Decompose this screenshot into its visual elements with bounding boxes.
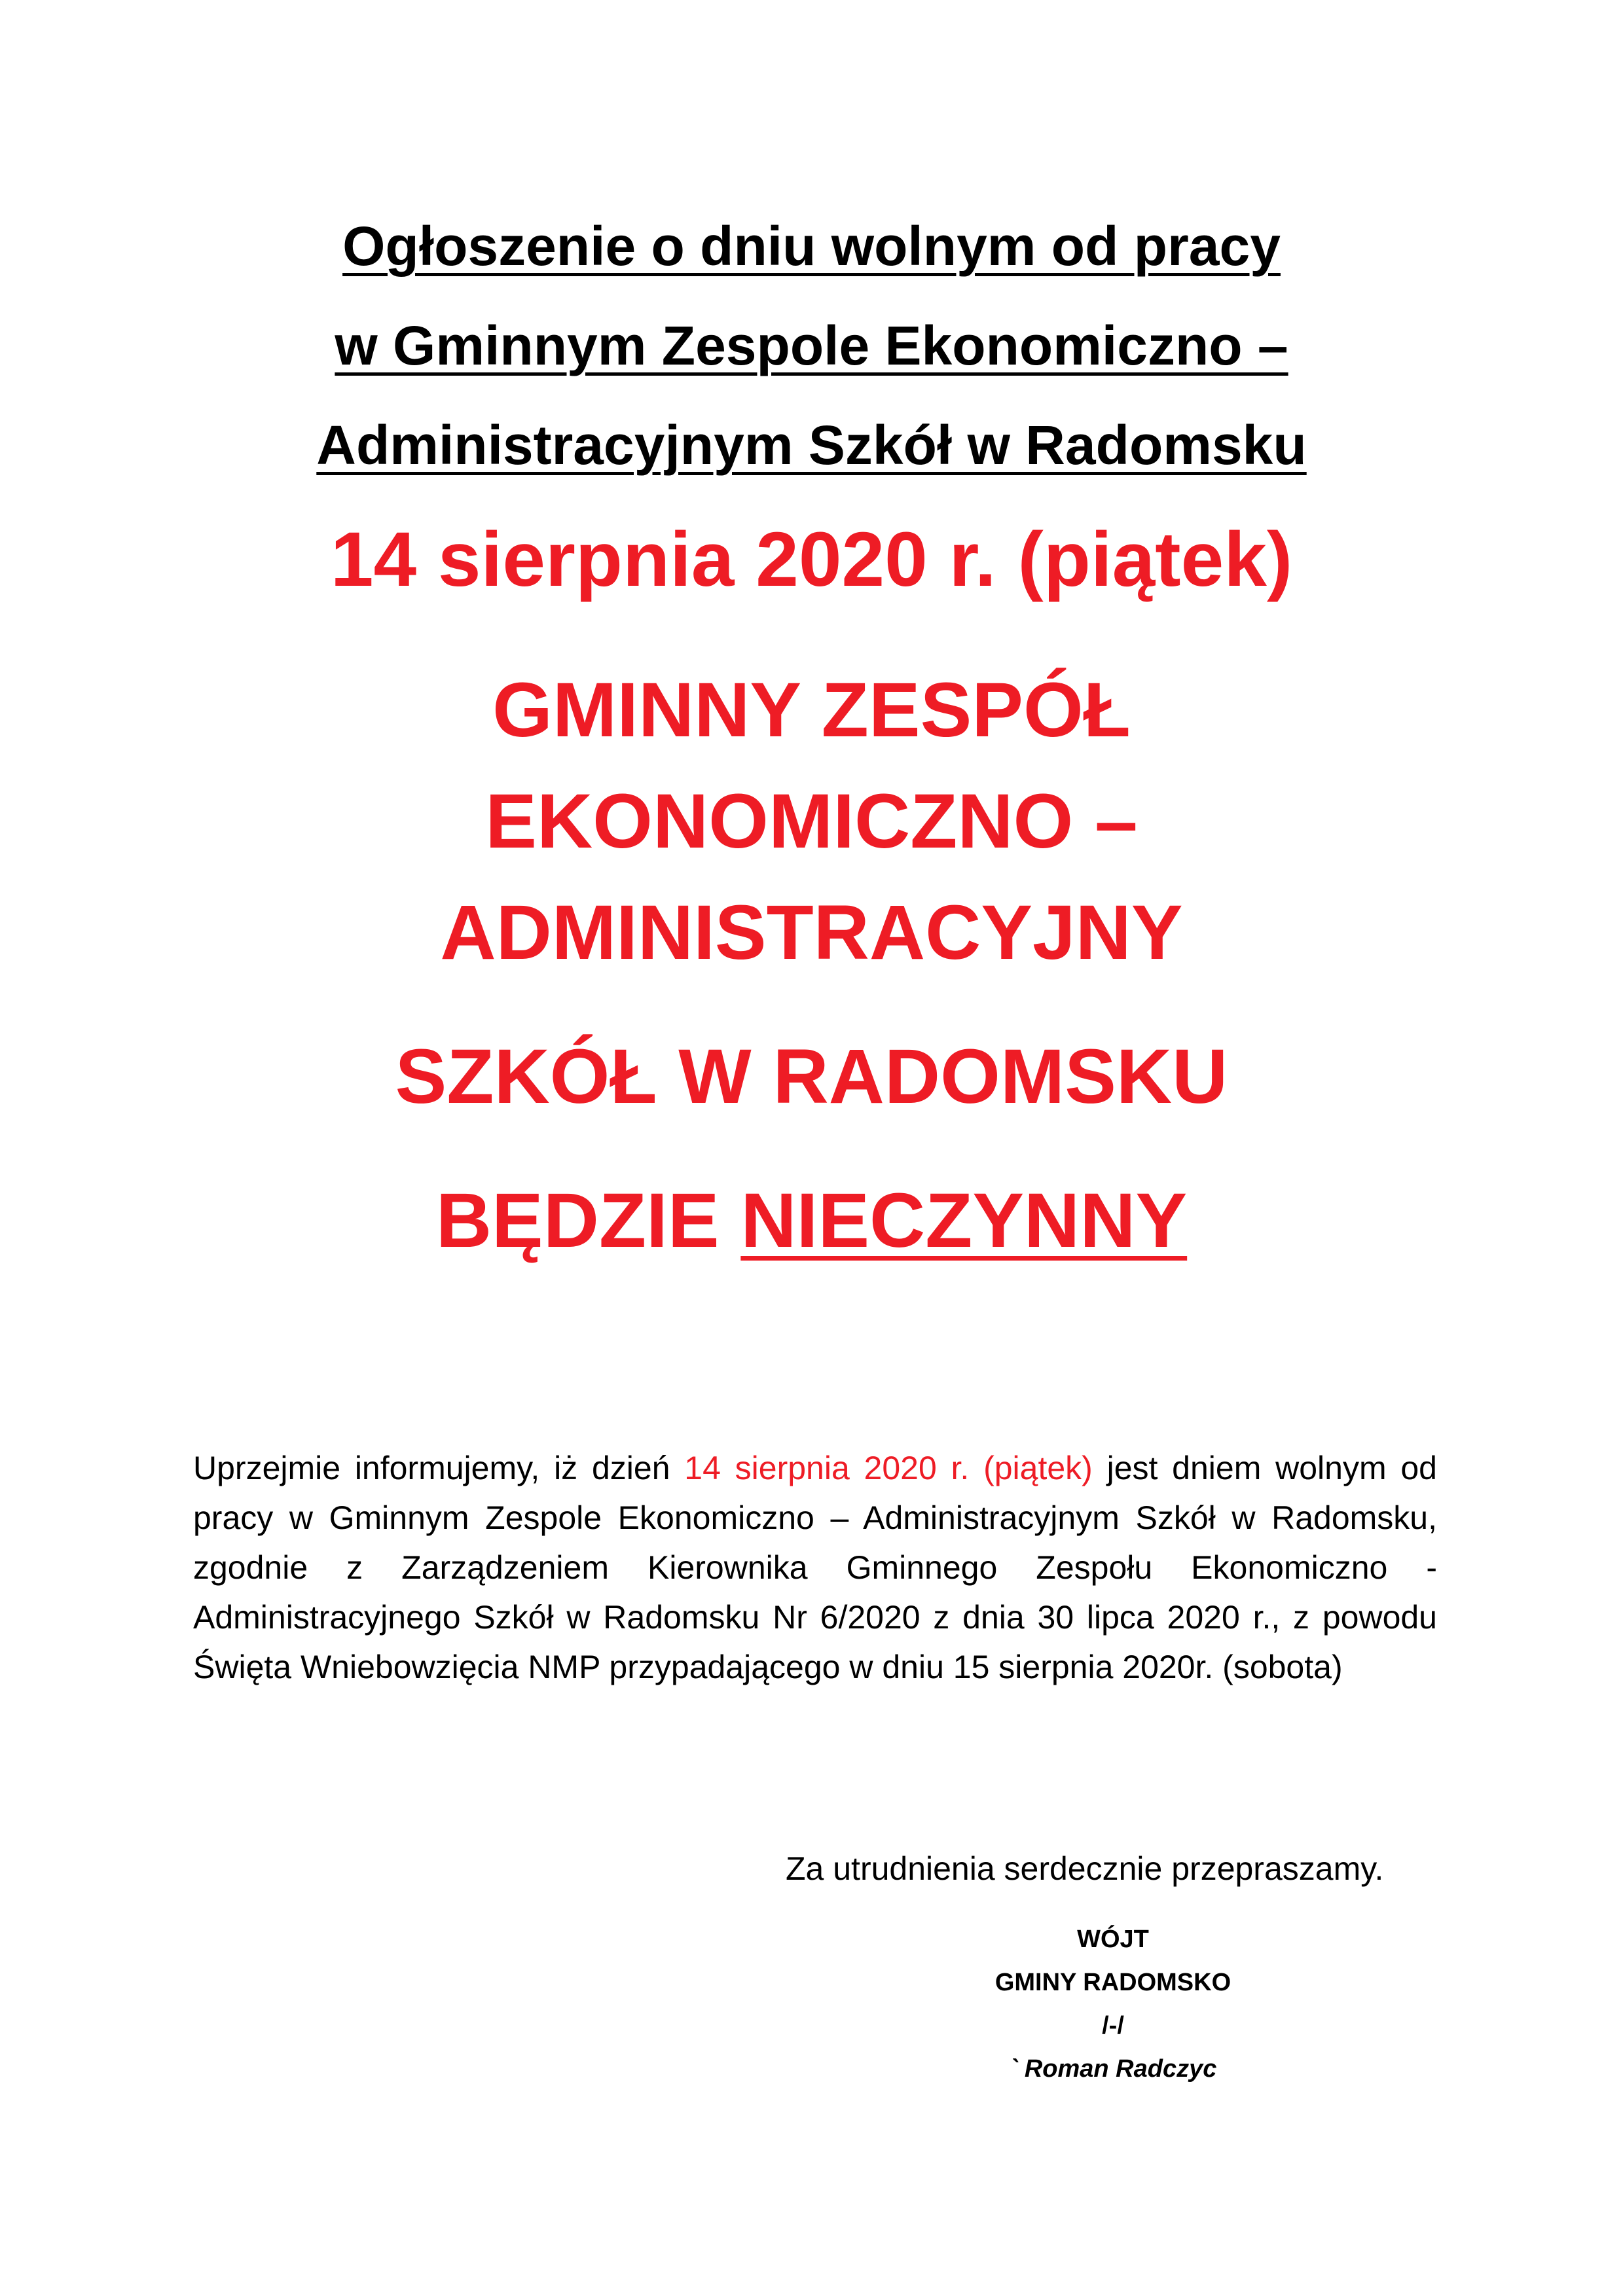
closure-date: 14 sierpnia 2020 r. (piątek) xyxy=(330,516,1293,603)
body-intro: Uprzejmie informujemy, iż dzień xyxy=(193,1450,685,1486)
closure-line-1: GMINNY ZESPÓŁ xyxy=(492,667,1131,753)
signature-name: ` Roman Radczyc xyxy=(1009,2055,1217,2083)
announcement-heading xyxy=(0,196,1623,495)
closure-line-3: ADMINISTRACYJNY xyxy=(440,889,1183,976)
closure-line-5-prefix: BĘDZIE xyxy=(435,1177,741,1264)
closure-line-5 xyxy=(0,1165,1623,1276)
heading-line-3: Administracyjnym Szkół w Radomsku xyxy=(316,414,1307,476)
closure-line-5-emphasis: NIECZYNNY xyxy=(740,1177,1188,1264)
heading-line-1: Ogłoszenie o dniu wolnym od pracy xyxy=(342,215,1281,277)
signature-block xyxy=(949,1918,1277,2090)
closure-line-4: SZKÓŁ W RADOMSKU xyxy=(395,1033,1228,1120)
body-details: jest dniem wolnym od pracy w Gminnym Zespole Ekonomiczno – Administracyjnym Szkół w Radomsku, zgodnie z Zarządzeniem Kierownika Gminnego Zespołu Ekonomiczno - Administracyjnego Szkół w Radomsku Nr 6/2020 z dnia 30 lipca 2020 r., z powodu Święta Wniebowzięcia NMP przypadającego w dniu 15 sierpnia 2020r. (sobota) xyxy=(193,1450,1437,1685)
signature-title-1: WÓJT xyxy=(1077,1926,1149,1953)
body-date: 14 sierpnia 2020 r. (piątek) xyxy=(684,1450,1093,1486)
announcement-body xyxy=(193,1443,1437,1692)
heading-line-2: w Gminnym Zespole Ekonomiczno – xyxy=(335,315,1288,376)
signature-title-2: GMINY RADOMSKO xyxy=(994,1969,1231,1996)
signature-mark: /-/ xyxy=(1102,2012,1124,2039)
apology-text: Za utrudnienia serdecznie przepraszamy. xyxy=(786,1850,1384,1887)
closure-line-2: EKONOMICZNO – xyxy=(485,778,1138,865)
